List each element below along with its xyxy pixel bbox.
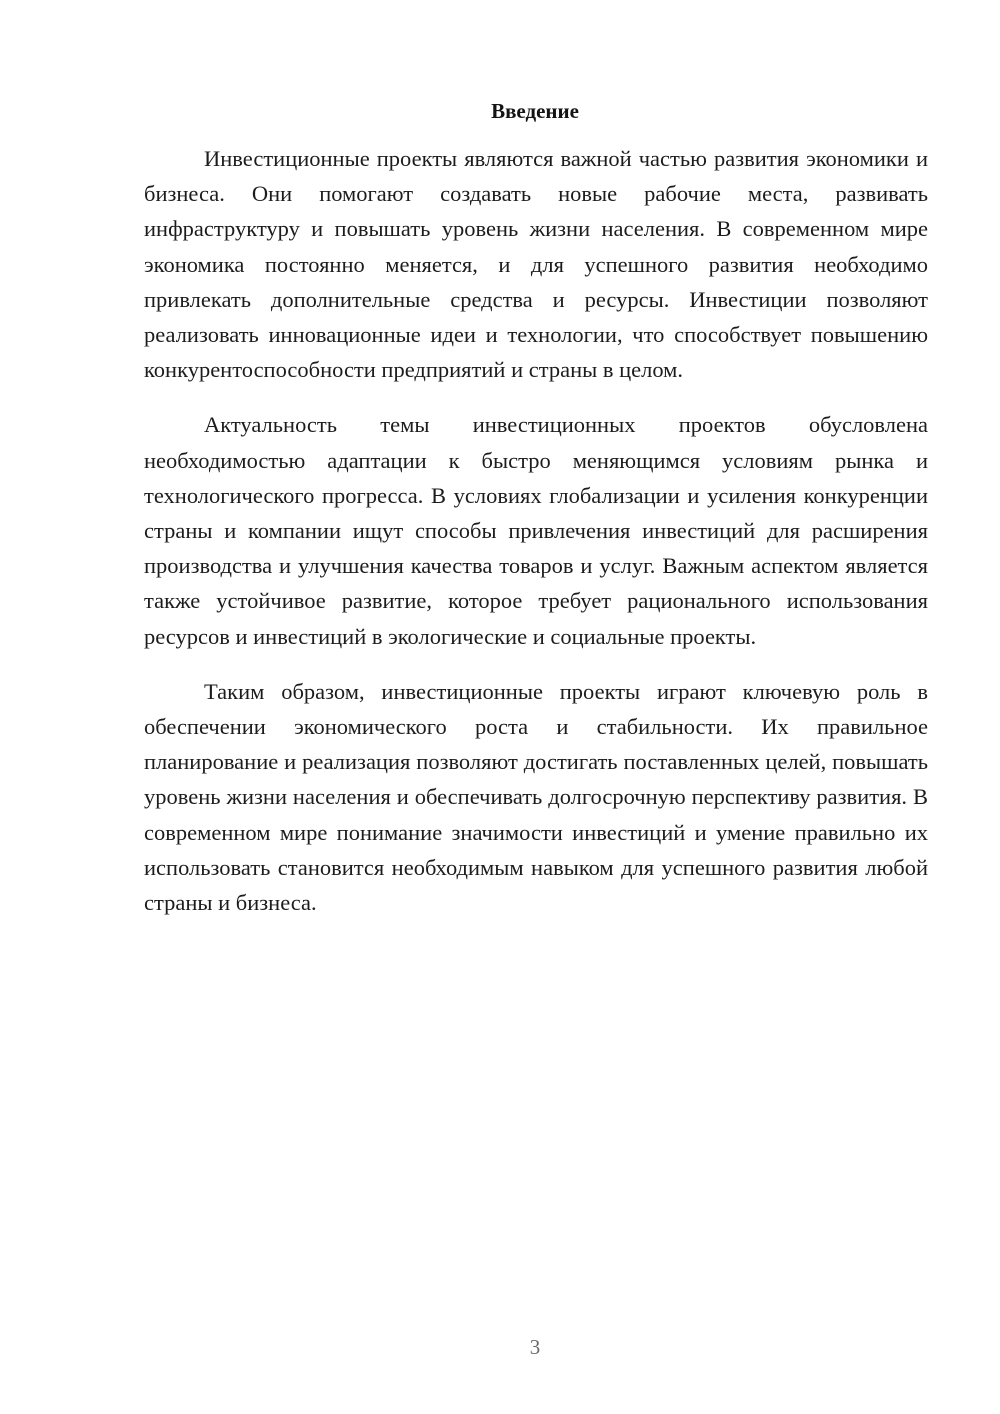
paragraph-2: Актуальность темы инвестиционных проектов обусловлена необходимостью адаптации к быстро меняющимся условиям рынка и технологического прогресса. В условиях глобализации и усиления конкуренции страны и компании ищут способы привлечения инвестиций для расширения производства и улучшения качества товаров и услуг. Важным аспектом является также устойчивое развитие, которое требует рационального использования ресурсов и инвестиций в экологические и социальные проекты. [144,412,928,649]
paragraph-1: Инвестиционные проекты являются важной частью развития экономики и бизнеса. Они помогают создавать новые рабочие места, развивать инфраструктуру и повышать уровень жизни населения. В современном мире экономика постоянно меняется, и для успешного развития необходимо привлекать дополнительные средства и ресурсы. Инвестиции позволяют реализовать инновационные идеи и технологии, что способствует повышению конкурентоспособности предприятий и страны в целом. [144,146,928,383]
paragraph-3: Таким образом, инвестиционные проекты играют ключевую роль в обеспечении экономического роста и стабильности. Их правильное планирование и реализация позволяют достигать поставленных целей, повышать уровень жизни населения и обеспечивать долгосрочную перспективу развития. В современном мире понимание значимости инвестиций и умение правильно их использовать становится необходимым навыком для успешного развития любой страны и бизнеса. [144,678,928,916]
section-title: Введение [491,99,579,123]
page-number: 3 [529,1335,541,1359]
body-text [144,141,928,920]
